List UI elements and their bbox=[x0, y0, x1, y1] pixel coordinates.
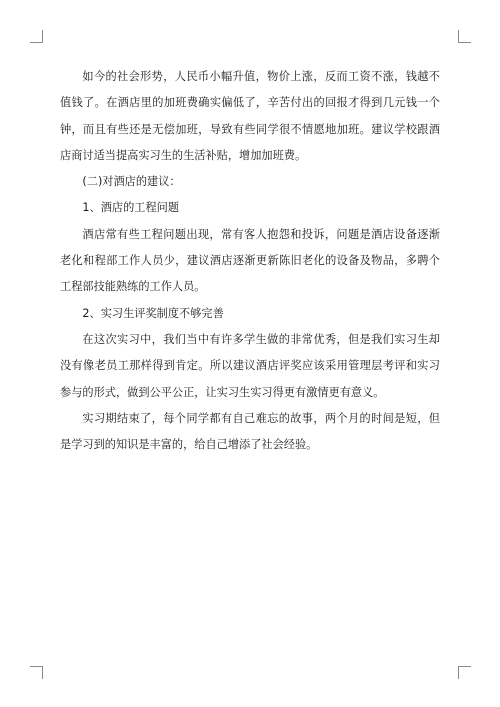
document-body bbox=[60, 64, 440, 458]
crop-mark-top-right bbox=[458, 30, 471, 43]
paragraph-engineering: 酒店常有些工程问题出现，常有客人抱怨和投诉，问题是酒店设备逐渐老化和程部工作人员少，建议酒店逐渐更新陈旧老化的设备及物品，多聘个工程部技能熟练的工作人员。 bbox=[60, 227, 440, 294]
crop-mark-bottom-left bbox=[30, 666, 43, 679]
crop-mark-bottom-right bbox=[458, 666, 471, 679]
paragraph-conclusion: 实习期结束了，每个同学都有自己难忘的故事，两个月的时间是短，但是学习到的知识是丰富的，给自己增添了社会经验。 bbox=[60, 411, 440, 452]
crop-mark-top-left bbox=[30, 30, 43, 43]
paragraph-wages: 如今的社会形势，人民币小幅升值，物价上涨，反而工资不涨，钱越不值钱了。在酒店里的加班费确实偏低了，辛苦付出的回报才得到几元钱一个钟，而且有些还是无偿加班，导致有些同学很不情愿地加班。建议学校跟酒店商讨适当提高实习生的生活补贴，增加加班费。 bbox=[60, 70, 440, 162]
section-heading-hotel-suggestions: (二)对酒店的建议： bbox=[82, 175, 181, 189]
subheading-engineering: 1、酒店的工程问题 bbox=[82, 201, 180, 215]
subheading-awards: 2、实习生评奖制度不够完善 bbox=[82, 306, 224, 320]
paragraph-awards: 在这次实习中，我们当中有许多学生做的非常优秀，但是我们实习生却没有像老员工那样得到肯定。所以建议酒店评奖应该采用管理层考评和实习参与的形式，做到公平公正，让实习生实习得更有激情更有意义。 bbox=[60, 332, 440, 399]
